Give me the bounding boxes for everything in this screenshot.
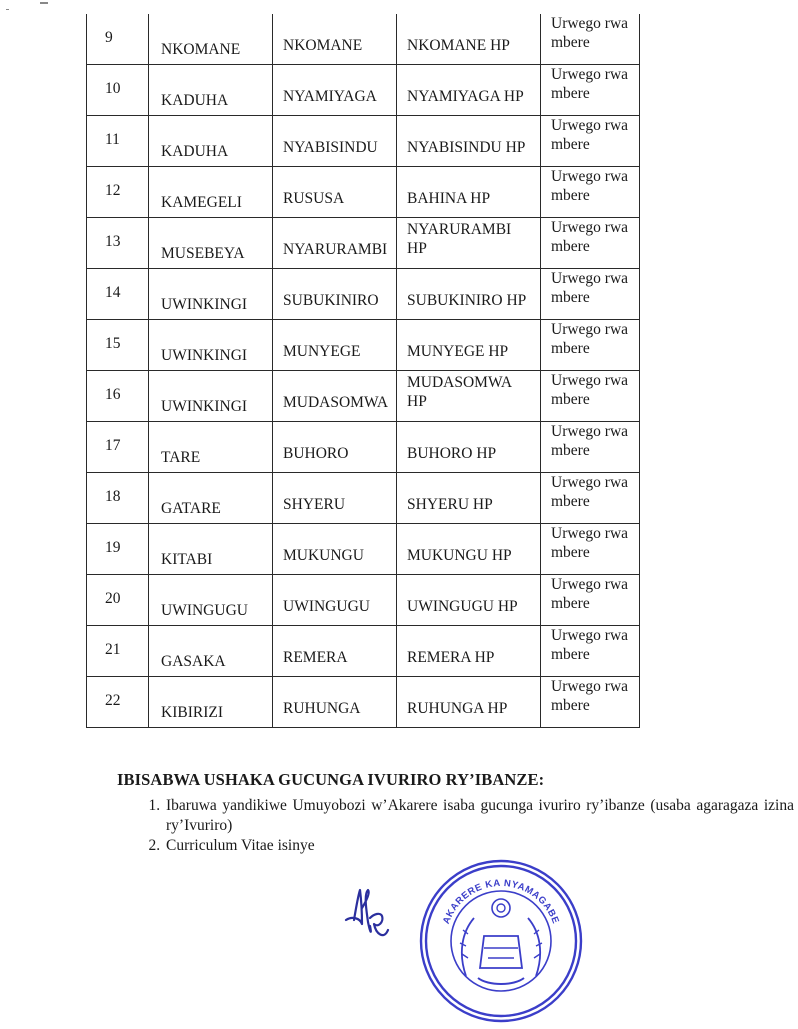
row-number-cell: [87, 371, 149, 422]
table-row: [87, 422, 640, 473]
health-post-cell-text: BAHINA HP: [407, 190, 491, 207]
cell-name-cell-text: MUNYEGE: [283, 343, 361, 360]
health-post-cell: [397, 218, 541, 269]
health-post-cell-text: REMERA HP: [407, 649, 495, 666]
level-cell: [541, 65, 640, 116]
level-cell-text: Urwego rwa mbere: [551, 321, 629, 357]
cell-name-cell-text: NYAMIYAGA: [283, 88, 377, 105]
table-row: [87, 65, 640, 116]
table-row: [87, 167, 640, 218]
row-number-cell-text: 16: [105, 386, 121, 403]
table-row: [87, 320, 640, 371]
level-cell-text: Urwego rwa mbere: [551, 270, 629, 306]
level-cell-text: Urwego rwa mbere: [551, 627, 629, 663]
row-number-cell: [87, 167, 149, 218]
cell-name-cell: [273, 218, 397, 269]
health-post-cell-text: BUHORO HP: [407, 445, 497, 462]
level-cell: [541, 422, 640, 473]
row-number-cell: [87, 575, 149, 626]
row-number-cell-text: 20: [105, 590, 121, 607]
sector-cell: [149, 116, 273, 167]
cell-name-cell: [273, 320, 397, 371]
health-post-cell-text: MUNYEGE HP: [407, 343, 509, 360]
cell-name-cell: [273, 422, 397, 473]
cell-name-cell: [273, 116, 397, 167]
cell-name-cell: [273, 167, 397, 218]
level-cell: [541, 116, 640, 167]
sector-cell: [149, 422, 273, 473]
row-number-cell: [87, 65, 149, 116]
sector-cell: [149, 65, 273, 116]
level-cell-text: Urwego rwa mbere: [551, 678, 629, 714]
cell-name-cell-text: BUHORO: [283, 445, 349, 462]
row-number-cell-text: 15: [105, 335, 121, 352]
table-row: [87, 473, 640, 524]
level-cell: [541, 473, 640, 524]
cell-name-cell-text: MUKUNGU: [283, 547, 364, 564]
level-cell-text: Urwego rwa mbere: [551, 576, 629, 612]
sector-cell: [149, 473, 273, 524]
health-post-cell: [397, 524, 541, 575]
cell-name-cell-text: SHYERU: [283, 496, 346, 513]
sector-cell-text: NKOMANE: [161, 41, 241, 58]
health-post-cell: [397, 167, 541, 218]
level-cell-text: Urwego rwa mbere: [551, 117, 629, 153]
level-cell-text: Urwego rwa mbere: [551, 168, 629, 204]
cell-name-cell: [273, 575, 397, 626]
table-row: [87, 524, 640, 575]
sector-cell: [149, 218, 273, 269]
table-body: [87, 14, 640, 728]
health-post-cell: [397, 473, 541, 524]
health-post-cell-text: NKOMANE HP: [407, 37, 510, 54]
level-cell-text: Urwego rwa mbere: [551, 66, 629, 102]
cell-name-cell: [273, 14, 397, 65]
health-post-cell: [397, 269, 541, 320]
cell-name-cell-text: RUSUSA: [283, 190, 345, 207]
requirement-item: 1. Ibaruwa yandikiwe Umuyobozi w’Akarere isaba gucunga ivuriro ry’ibanze (usaba agaragaza izina ry’Ivuriro): [164, 796, 794, 836]
cell-name-cell: [273, 677, 397, 728]
signature: [340, 878, 420, 953]
table-row: [87, 218, 640, 269]
level-cell: [541, 14, 640, 65]
sector-cell-text: GATARE: [161, 500, 221, 517]
table-row: [87, 269, 640, 320]
sector-cell: [149, 371, 273, 422]
health-post-cell-text: RUHUNGA HP: [407, 700, 508, 717]
sector-cell: [149, 269, 273, 320]
level-cell: [541, 575, 640, 626]
row-number-cell: [87, 473, 149, 524]
sector-cell-text: KIBIRIZI: [161, 704, 223, 721]
cell-name-cell-text: NYABISINDU: [283, 139, 378, 156]
row-number-cell: [87, 320, 149, 371]
sector-cell-text: KAMEGELI: [161, 194, 242, 211]
level-cell: [541, 218, 640, 269]
level-cell-text: Urwego rwa mbere: [551, 423, 629, 459]
requirements-heading: IBISABWA USHAKA GUCUNGA IVURIRO RY’IBANZE:: [117, 770, 545, 789]
cell-name-cell-text: NKOMANE: [283, 37, 363, 54]
health-post-cell: [397, 371, 541, 422]
sector-cell-text: UWINKINGI: [161, 347, 248, 364]
table-row: [87, 626, 640, 677]
requirements-list: [124, 796, 794, 856]
level-cell-text: Urwego rwa mbere: [551, 372, 629, 408]
sector-cell-text: GASAKA: [161, 653, 226, 670]
row-number-cell-text: 22: [105, 692, 121, 709]
sector-cell: [149, 677, 273, 728]
row-number-cell: [87, 14, 149, 65]
row-number-cell: [87, 524, 149, 575]
sector-cell: [149, 626, 273, 677]
health-post-cell: [397, 575, 541, 626]
row-number-cell-text: 13: [105, 233, 121, 250]
level-cell: [541, 167, 640, 218]
row-number-cell-text: 21: [105, 641, 121, 658]
health-post-cell: [397, 320, 541, 371]
health-post-cell: [397, 422, 541, 473]
sector-cell-text: UWINKINGI: [161, 398, 248, 415]
level-cell: [541, 677, 640, 728]
table-row: [87, 116, 640, 167]
svg-text:AKARERE KA NYAMAGABE: [441, 878, 561, 926]
sector-cell-text: KADUHA: [161, 143, 229, 160]
health-post-cell: [397, 116, 541, 167]
row-number-cell: [87, 626, 149, 677]
cell-name-cell: [273, 524, 397, 575]
level-cell-text: Urwego rwa mbere: [551, 15, 629, 51]
health-post-cell: [397, 65, 541, 116]
health-post-cell: [397, 626, 541, 677]
row-number-cell: [87, 677, 149, 728]
table-row: [87, 371, 640, 422]
row-number-cell: [87, 422, 149, 473]
cell-name-cell-text: REMERA: [283, 649, 348, 666]
cell-name-cell: [273, 269, 397, 320]
health-post-cell: [397, 677, 541, 728]
level-cell-text: Urwego rwa mbere: [551, 474, 629, 510]
health-post-cell-text: NYAMIYAGA HP: [407, 88, 524, 105]
level-cell: [541, 320, 640, 371]
sector-cell-text: TARE: [161, 449, 201, 466]
sector-cell: [149, 14, 273, 65]
cell-name-cell: [273, 473, 397, 524]
district-stamp: [418, 858, 584, 1029]
level-cell: [541, 524, 640, 575]
cell-name-cell-text: RUHUNGA: [283, 700, 361, 717]
row-number-cell-text: 17: [105, 437, 121, 454]
sector-cell: [149, 575, 273, 626]
level-cell-text: Urwego rwa mbere: [551, 219, 629, 255]
row-number-cell-text: 18: [105, 488, 121, 505]
cell-name-cell-text: UWINGUGU: [283, 598, 370, 615]
cell-name-cell: [273, 65, 397, 116]
table-row: [87, 14, 640, 65]
sector-cell-text: KADUHA: [161, 92, 229, 109]
row-number-cell-text: 10: [105, 80, 121, 97]
health-post-cell-text: NYABISINDU HP: [407, 139, 526, 156]
table-row: [87, 575, 640, 626]
sector-cell-text: MUSEBEYA: [161, 245, 245, 262]
row-number-cell-text: 11: [105, 131, 120, 148]
row-number-cell-text: 12: [105, 182, 121, 199]
row-number-cell-text: 19: [105, 539, 121, 556]
cell-name-cell-text: MUDASOMWA: [283, 394, 389, 411]
row-number-cell: [87, 218, 149, 269]
requirement-item: 2. Curriculum Vitae isinye: [164, 836, 794, 856]
stamp-text: AKARERE KA NYAMAGABE: [440, 877, 562, 926]
row-number-cell-text: 14: [105, 284, 121, 301]
health-post-cell-text: NYARURAMBI HP: [407, 221, 512, 257]
health-post-cell-text: SUBUKINIRO HP: [407, 292, 527, 309]
health-post-cell-text: UWINGUGU HP: [407, 598, 518, 615]
table-row: [87, 677, 640, 728]
sector-cell: [149, 320, 273, 371]
scan-mark: [6, 9, 9, 10]
health-post-cell-text: SHYERU HP: [407, 496, 493, 513]
health-post-cell-text: MUKUNGU HP: [407, 547, 512, 564]
sector-cell-text: KITABI: [161, 551, 213, 568]
sector-cell: [149, 524, 273, 575]
cell-name-cell: [273, 371, 397, 422]
level-cell: [541, 269, 640, 320]
health-post-cell: [397, 14, 541, 65]
health-post-table: [86, 14, 640, 728]
health-post-cell-text: MUDASOMWA HP: [407, 374, 512, 410]
level-cell: [541, 371, 640, 422]
row-number-cell-text: 9: [105, 29, 113, 46]
row-number-cell: [87, 116, 149, 167]
cell-name-cell-text: NYARURAMBI: [283, 241, 388, 258]
row-number-cell: [87, 269, 149, 320]
scan-mark: [40, 2, 48, 4]
sector-cell: [149, 167, 273, 218]
cell-name-cell-text: SUBUKINIRO: [283, 292, 379, 309]
level-cell-text: Urwego rwa mbere: [551, 525, 629, 561]
level-cell: [541, 626, 640, 677]
sector-cell-text: UWINGUGU: [161, 602, 248, 619]
cell-name-cell: [273, 626, 397, 677]
sector-cell-text: UWINKINGI: [161, 296, 248, 313]
